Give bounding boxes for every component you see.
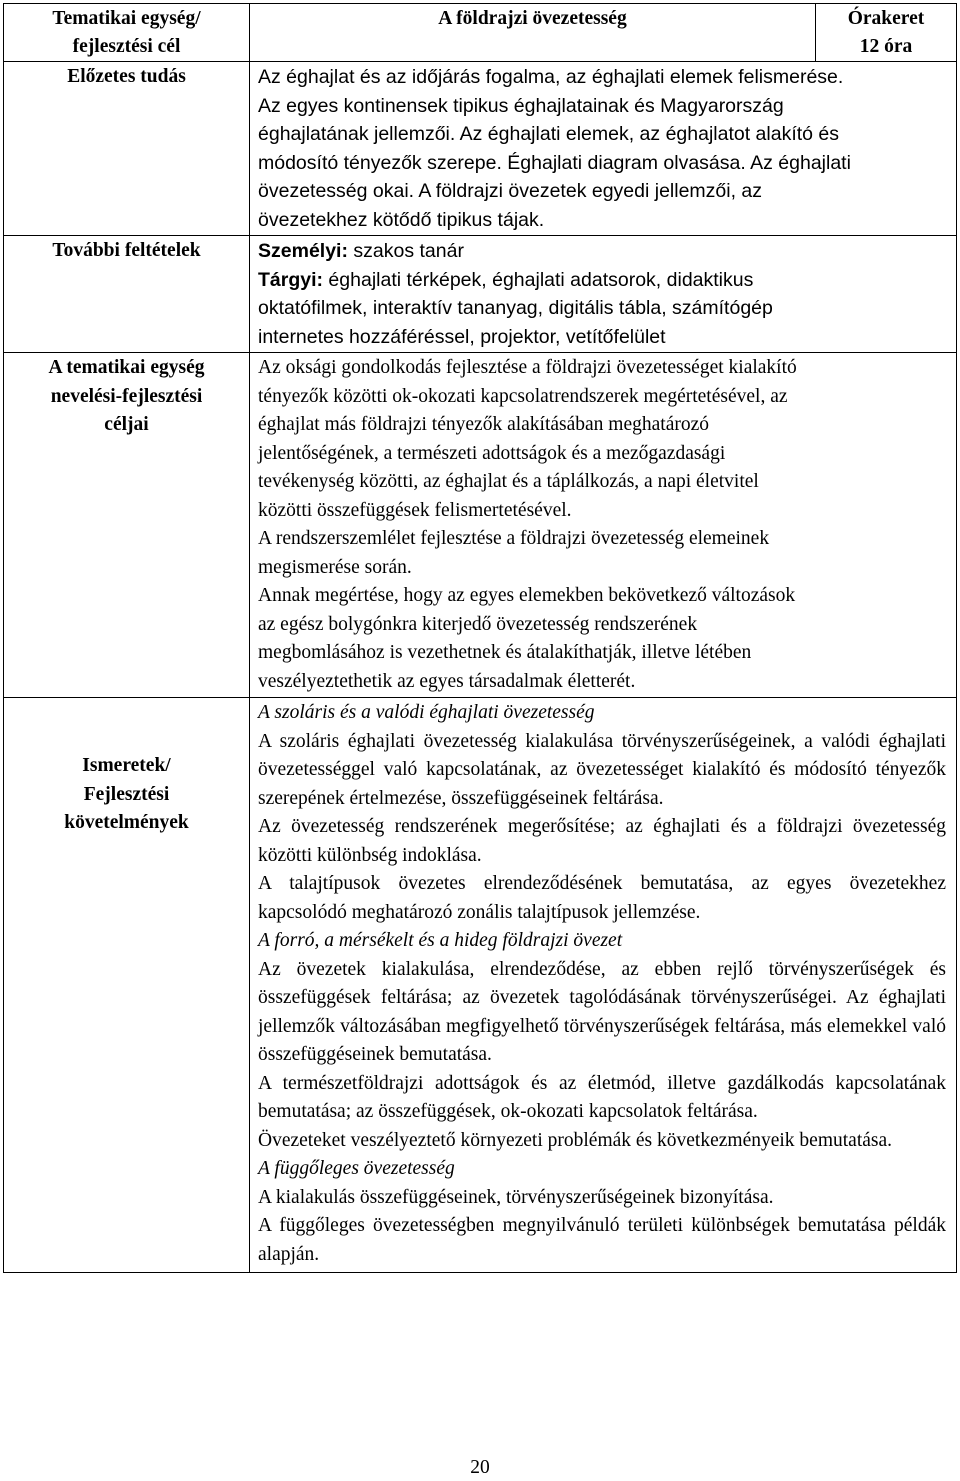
goals-label-line: céljai — [104, 414, 149, 435]
personal-label: Személyi: — [258, 240, 348, 262]
hours-label: Órakeret — [847, 8, 925, 29]
curriculum-table — [3, 3, 957, 1273]
goals-line: veszélyeztethetik az egyes társadalmak életterét. — [258, 670, 636, 692]
header-topic-line1: Tematikai egység/ — [52, 8, 201, 29]
conditions-label-text: További feltételek — [52, 240, 201, 261]
goals-line: Annak megértése, hogy az egyes elemekben bekövetkező változások — [258, 585, 796, 606]
knowledge-label — [4, 698, 250, 1273]
knowledge-content — [250, 698, 957, 1273]
prior-line: övezetesség okai. A földrajzi övezetek egyedi jellemzői, az — [258, 180, 763, 202]
knowledge-label-line: követelmények — [64, 812, 189, 833]
prior-line: éghajlatának jellemzői. Az éghajlati elemek, az éghajlatot alakító és — [258, 123, 840, 145]
unit-title-text: A földrajzi övezetesség — [438, 8, 627, 29]
section-paragraph: A függőleges övezetességben megnyilvánuló területi különbségek bemutatása példák alapján. — [258, 1215, 946, 1265]
section-paragraph: Övezeteket veszélyeztető környezeti problémák és következményeik bemutatása. — [258, 1129, 893, 1151]
prior-knowledge-label — [4, 62, 250, 236]
goals-line: jelentőségének, a természeti adottságok és a mezőgazdasági — [258, 442, 726, 464]
page-number: 20 — [470, 1457, 490, 1478]
conditions-row — [4, 236, 957, 353]
goals-label-line: nevelési-fejlesztési — [50, 385, 203, 407]
conditions-label — [4, 236, 250, 353]
conditions-content — [250, 236, 957, 353]
goals-line: éghajlat más földrajzi tényezők alakításában meghatározó — [258, 414, 710, 435]
section-paragraph: Az övezetesség rendszerének megerősítése; az éghajlati és a földrajzi övezetesség közötti különbség indoklása. — [258, 816, 946, 866]
knowledge-label-line: Fejlesztési — [83, 783, 170, 805]
personal-text: szakos tanár — [347, 240, 464, 262]
goals-line: Az oksági gondolkodás fejlesztése a földrajzi övezetességet kialakító — [258, 357, 797, 378]
goals-row — [4, 353, 957, 698]
goals-line: az egész bolygónkra kiterjedő övezetesség rendszerének — [258, 613, 698, 635]
material-text-3: internetes hozzáféréssel, projektor, vetítőfelület — [258, 325, 666, 348]
knowledge-label-line: Ismeretek/ — [82, 755, 171, 776]
goals-line: tevékenység közötti, az éghajlat és a táplálkozás, a napi életvitel — [258, 471, 759, 492]
header-topic-line2: fejlesztési cél — [72, 36, 181, 57]
goals-line: megismerése során. — [258, 556, 412, 578]
hours-value: 12 óra — [859, 36, 913, 57]
header-topic-label — [4, 4, 250, 62]
section-paragraph: Az övezetek kialakulása, elrendeződése, az ebben rejlő törvényszerűségek és összefüggések feltárása; az övezetek tagolódásának törvényszerűségei. Az éghajlati jellemzők változásában megfigyelhető törvényszerűségek feltárása, más elemekkel való összefüggéseinek bemutatása. — [258, 958, 946, 1065]
goals-line: megbomlásához is vezethetnek és átalakíthatják, illetve létében — [258, 642, 752, 663]
section-paragraph: A természetföldrajzi adottságok és az életmód, illetve gazdálkodás kapcsolatának bemutatása; az összefüggések, ok-okozati kapcsolatok feltárása. — [258, 1072, 946, 1122]
prior-line: övezetekhez kötődő tipikus tájak. — [258, 208, 545, 231]
prior-line: módosító tényezők szerepe. Éghajlati diagram olvasása. Az éghajlati — [258, 151, 851, 174]
material-label: Tárgyi: — [258, 268, 324, 291]
material-text-2: oktatófilmek, interaktív tananyag, digitális tábla, számítógép — [258, 297, 773, 319]
prior-line: Az éghajlat és az időjárás fogalma, az éghajlati elemek felismerése. — [258, 66, 844, 88]
goals-content — [250, 353, 957, 698]
prior-line: Az egyes kontinensek tipikus éghajlatainak és Magyarország — [258, 94, 784, 117]
unit-title — [250, 4, 816, 62]
material-condition — [258, 266, 946, 295]
goals-line: tényezők közötti ok-okozati kapcsolatrendszerek megértetésével, az — [258, 385, 788, 407]
prior-knowledge-content — [250, 62, 957, 236]
goals-label-line: A tematikai egység — [48, 357, 205, 378]
personal-condition — [258, 237, 946, 266]
goals-label — [4, 353, 250, 698]
prior-knowledge-label-text: Előzetes tudás — [67, 66, 186, 87]
goals-line: közötti összefüggések felismertetésével. — [258, 499, 572, 521]
section-heading: A forró, a mérsékelt és a hideg földrajzi övezet — [258, 930, 623, 951]
hours-cell — [816, 4, 957, 62]
section-paragraph: A kialakulás összefüggéseinek, törvényszerűségeinek bizonyítása. — [258, 1186, 774, 1208]
section-paragraph: A talajtípusok övezetes elrendeződésének bemutatása, az egyes övezetekhez kapcsolódó meghatározó zonális talajtípusok jellemzése. — [258, 873, 946, 923]
knowledge-row — [4, 698, 957, 1273]
goals-line: A rendszerszemlélet fejlesztése a földrajzi övezetesség elemeinek — [258, 528, 770, 549]
section-paragraph: A szoláris éghajlati övezetesség kialakulása törvényszerűségeinek, a valódi éghajlati övezetességgel való kapcsolatának, az övezetességet kialakító és módosító tényezők szerepének értelmezése, összefüggéseinek feltárása. — [258, 730, 946, 809]
material-text-1: éghajlati térképek, éghajlati adatsorok, didaktikus — [323, 268, 754, 291]
section-heading: A szoláris és a valódi éghajlati övezetesség — [258, 702, 595, 723]
header-row — [4, 4, 957, 62]
section-heading: A függőleges övezetesség — [258, 1158, 455, 1179]
prior-knowledge-row — [4, 62, 957, 236]
